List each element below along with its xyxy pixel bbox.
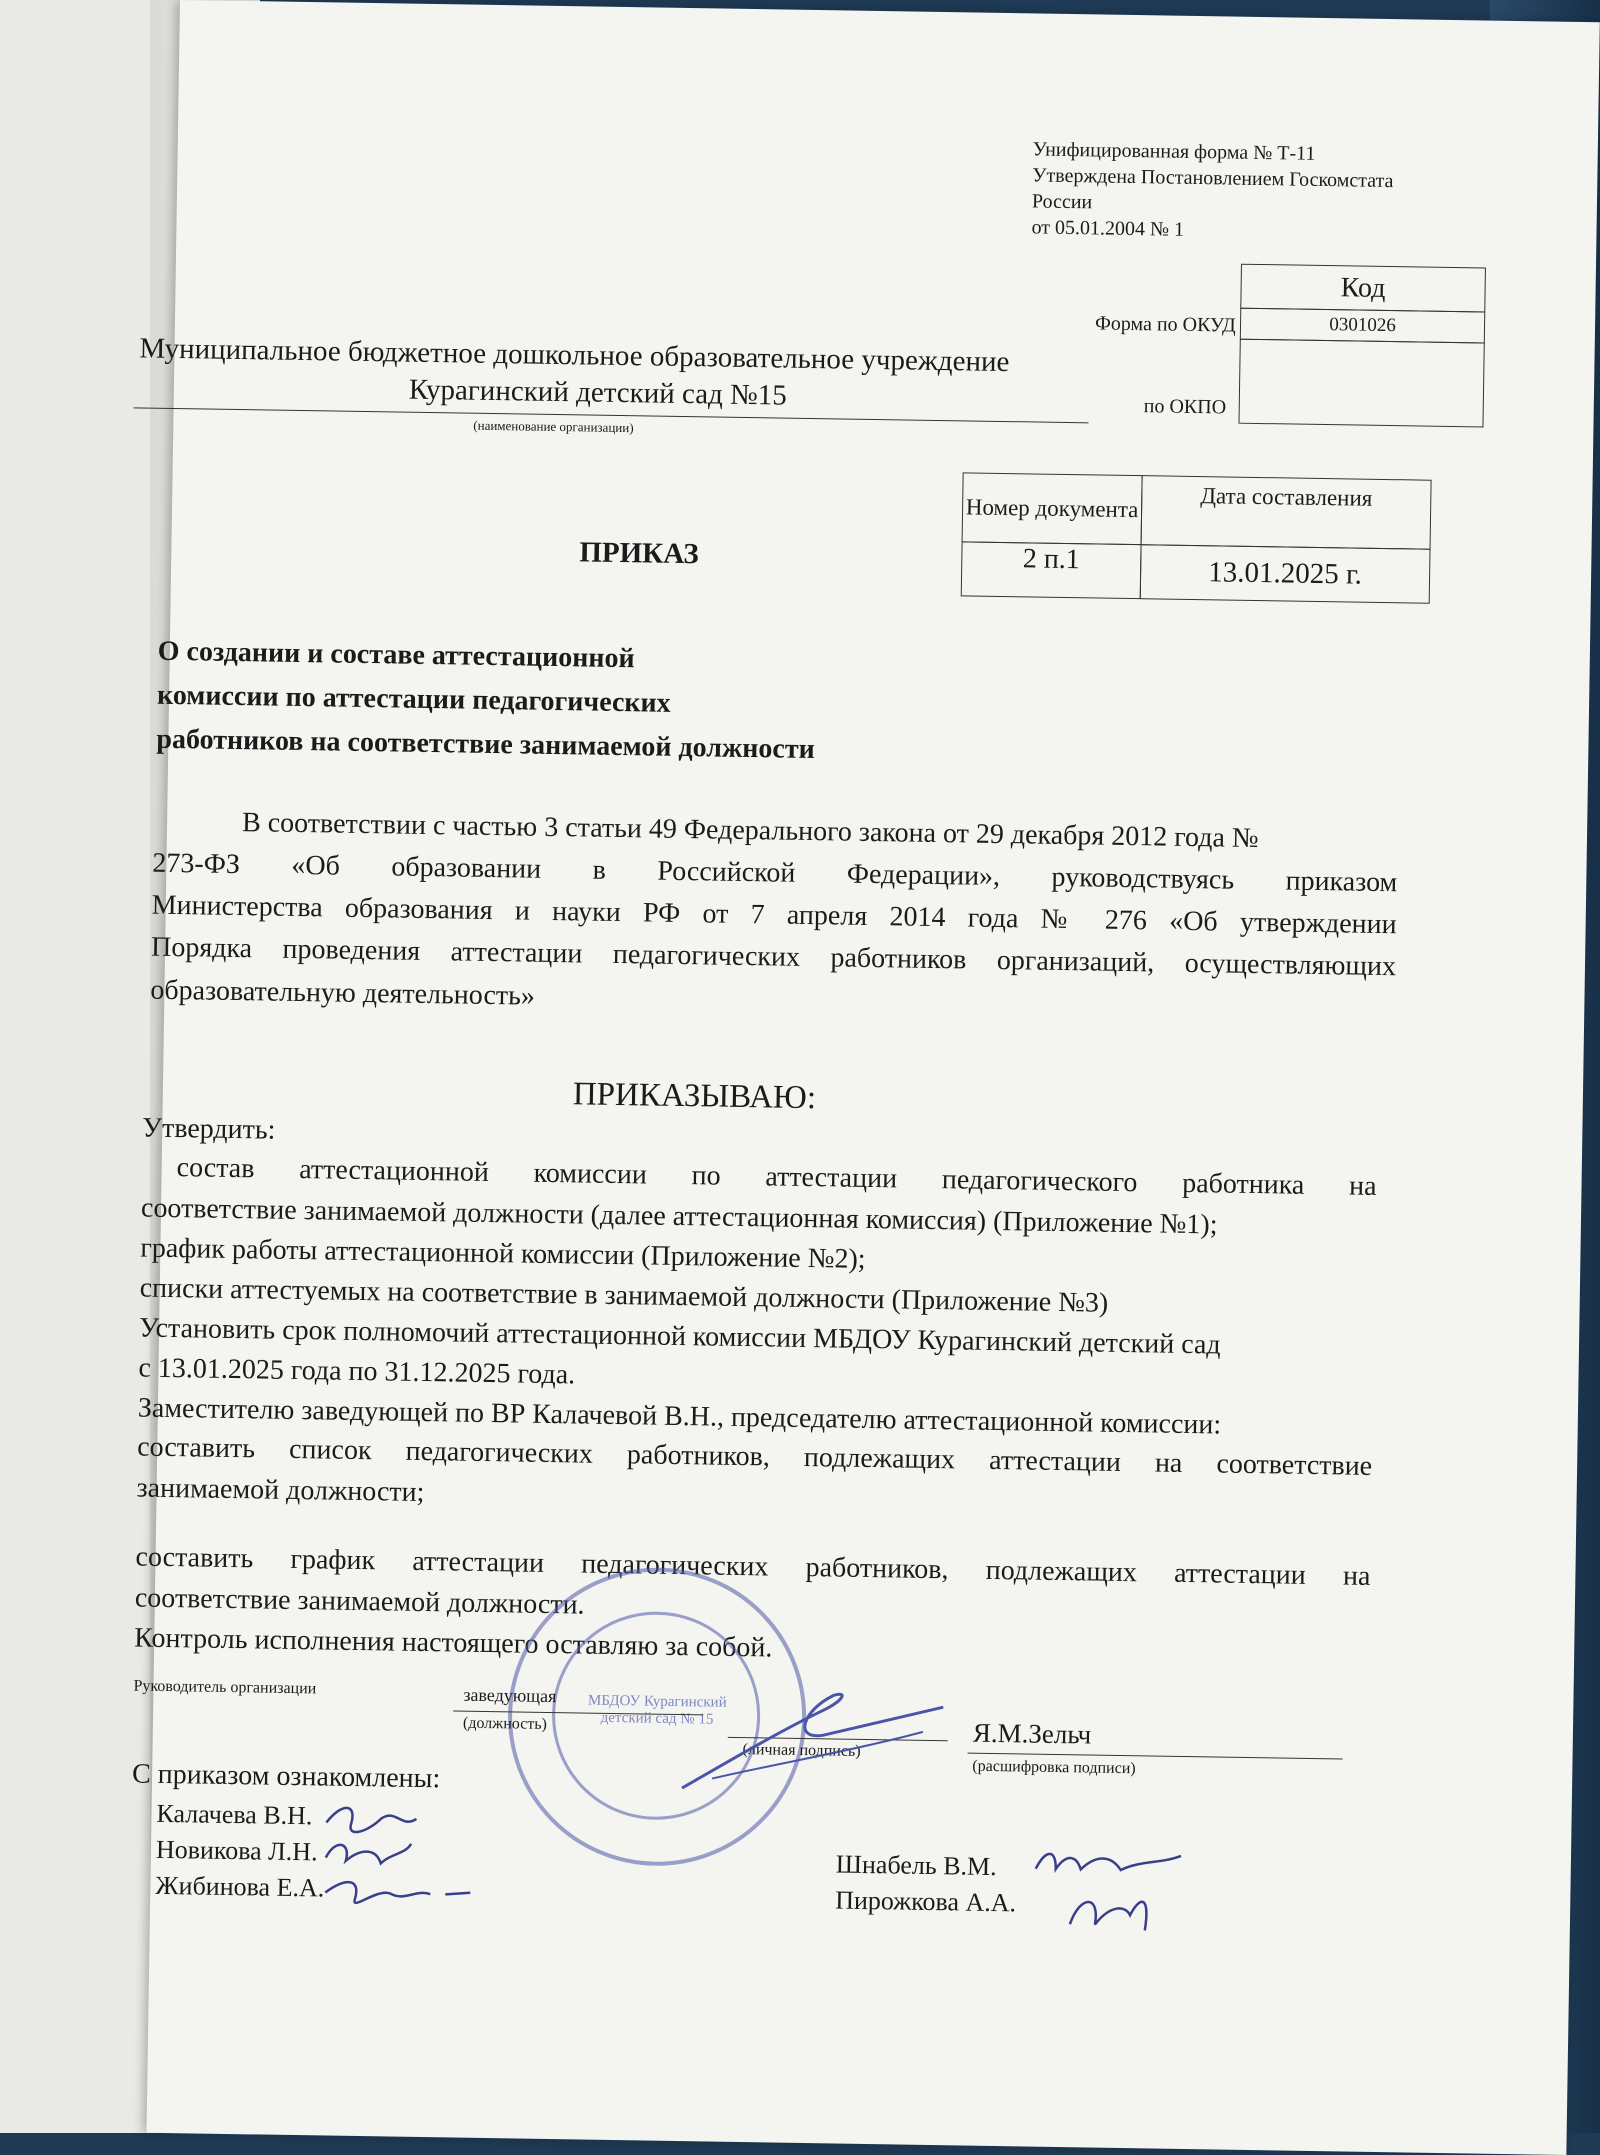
body-line9: составить список педагогических работников, подлежащих аттестации на соответствие — [137, 1431, 1373, 1482]
body-line11: составить график аттестации педагогических работников, подлежащих аттестации на — [135, 1541, 1371, 1592]
acquaintance-signatures-right — [1030, 1834, 1232, 1947]
organization-name-line2: Курагинский детский сад №15 — [408, 373, 788, 412]
body-line10: занимаемой должности; — [136, 1472, 425, 1509]
acquaintance-signatures-left — [320, 1792, 582, 1926]
body-line1: Утвердить: — [142, 1112, 276, 1146]
preamble-line2: 273-ФЗ «Об образовании в Российской Федерации», руководствуясь приказом — [152, 847, 1398, 899]
subject-line2: комиссии по аттестации педагогических — [156, 679, 671, 719]
body-line13: Контроль исполнения настоящего оставляю за собой. — [134, 1622, 773, 1664]
acquaintance-right-2: Пирожкова А.А. — [835, 1885, 1017, 1918]
organization-name-line1: Муниципальное бюджетное дошкольное образовательное учреждение — [139, 332, 1010, 379]
position-caption: (должность) — [462, 1714, 548, 1733]
body-line7: с 13.01.2025 года по 31.12.2025 года. — [138, 1352, 576, 1391]
position-value: заведующая — [463, 1684, 557, 1707]
organization-caption: (наименование организации) — [473, 417, 634, 436]
acquaintance-right-1: Шнабель В.М. — [835, 1849, 997, 1882]
form-header-line3: России — [1031, 190, 1093, 214]
doc-date-value: 13.01.2025 г. — [1140, 544, 1431, 604]
body-line5: списки аттестуемых на соответствие в занимаемой должности (Приложение №3) — [139, 1272, 1109, 1319]
doc-date-header: Дата составления — [1141, 475, 1432, 550]
signature-caption: (личная подпись) — [742, 1741, 861, 1760]
doc-number-header — [962, 472, 1143, 545]
body-line4: график работы аттестационной комиссии (Приложение №2); — [140, 1232, 866, 1275]
head-label: Руководитель организации — [133, 1677, 317, 1698]
code-header: Код — [1240, 264, 1486, 313]
body-line8: Заместителю заведующей по ВР Калачевой В.Н., председателю аттестационной комиссии: — [137, 1392, 1222, 1441]
subject-line3: работников на соответствие занимаемой должности — [156, 723, 815, 766]
doc-number-header-text: Номер документа — [965, 494, 1139, 523]
body-line12: соответствие занимаемой должности. — [134, 1582, 585, 1621]
acquaintance-left-3: Жибинова Е.А. — [155, 1870, 325, 1903]
decree-word: ПРИКАЗЫВАЮ: — [572, 1076, 817, 1117]
body-line2: состав аттестационной комиссии по аттестации педагогического работника на — [176, 1152, 1377, 1202]
acquaintance-left-1: Калачева В.Н. — [156, 1798, 313, 1831]
body-line3: соответствие занимаемой должности (далее аттестационная комиссия) (Приложение №1); — [140, 1192, 1218, 1241]
acquaintance-left-2: Новикова Л.Н. — [155, 1834, 318, 1867]
subject-line1: О создании и составе аттестационной — [157, 635, 635, 675]
okpo-value — [1238, 339, 1484, 428]
body-line6: Установить срок полномочий аттестационной комиссии МБДОУ Курагинский детский сад — [138, 1312, 1221, 1361]
okud-value: 0301026 — [1240, 308, 1485, 344]
order-title: ПРИКАЗ — [579, 536, 700, 571]
stamp-text: МБДОУ Курагинский детский сад № 15 — [587, 1692, 727, 1728]
okud-label: Форма по ОКУД — [1094, 312, 1236, 337]
head-signature — [672, 1668, 954, 1802]
okpo-label: по ОКПО — [1143, 395, 1227, 419]
acquaintance-label: С приказом ознакомлены: — [131, 1758, 441, 1795]
form-header-line2: Утверждена Постановлением Госкомстата — [1032, 164, 1394, 193]
form-header-line4: от 05.01.2004 № 1 — [1031, 216, 1185, 241]
doc-number-value: 2 п.1 — [961, 541, 1142, 599]
form-header-line1: Унифицированная форма № Т-11 — [1032, 138, 1316, 165]
document-page — [131, 0, 1599, 2155]
name-caption: (расшифровка подписи) — [972, 1757, 1136, 1778]
preamble-line4: Порядка проведения аттестации педагогических работников организаций, осуществляющих — [150, 931, 1397, 983]
preamble-line5: образовательную деятельность» — [150, 974, 536, 1012]
preamble-line1: В соответствии с частью 3 статьи 49 Федерального закона от 29 декабря 2012 года № — [241, 807, 1259, 855]
preamble-line3: Министерства образования и науки РФ от 7 апреля 2014 года № 276 «Об утверждении — [151, 889, 1397, 941]
head-name: Я.М.Зельч — [972, 1717, 1092, 1750]
